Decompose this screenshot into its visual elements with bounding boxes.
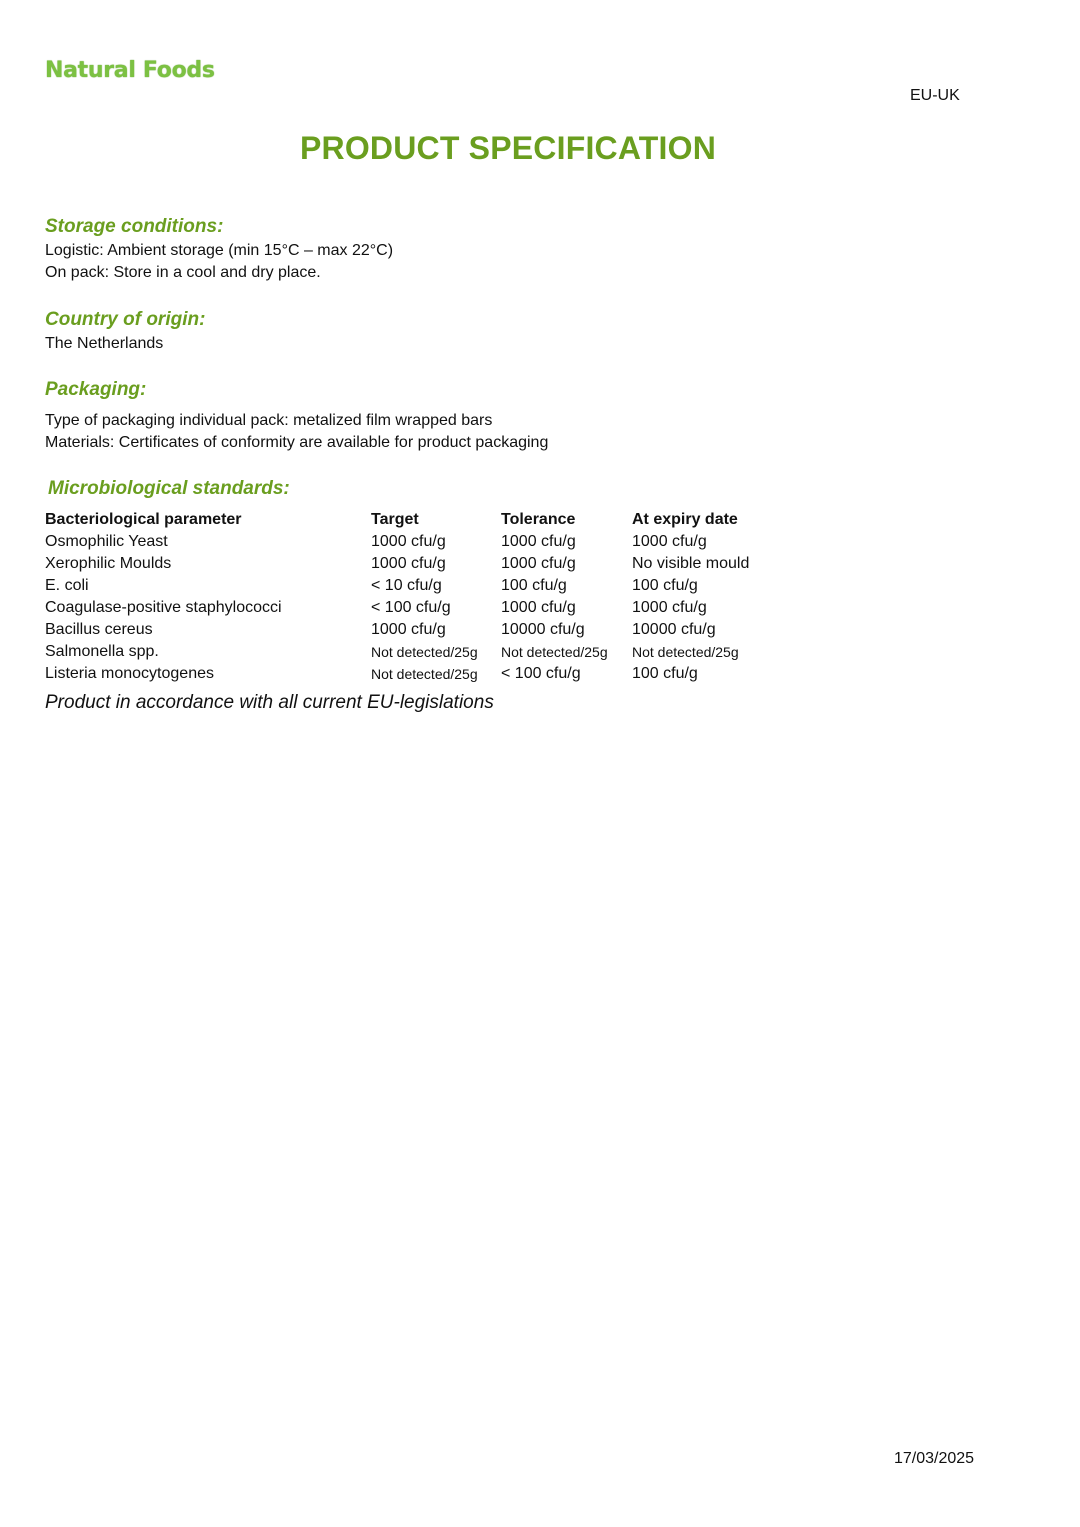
parameter-cell: Listeria monocytogenes: [45, 665, 214, 682]
tolerance-cell: < 100 cfu/g: [501, 665, 581, 682]
table-row: [45, 597, 772, 619]
expiry-cell: Not detected/25g: [632, 644, 739, 660]
tolerance-cell: 1000 cfu/g: [501, 555, 576, 572]
target-cell: < 100 cfu/g: [371, 599, 451, 616]
target-cell: 1000 cfu/g: [371, 555, 446, 572]
origin-heading: Country of origin:: [45, 309, 206, 330]
packaging-heading: Packaging:: [45, 379, 147, 400]
target-cell: 1000 cfu/g: [371, 533, 446, 550]
legislation-note: Product in accordance with all current EU-legislations: [45, 692, 494, 713]
table-row: [45, 531, 772, 553]
table-header-row: [45, 509, 772, 531]
tolerance-cell: 1000 cfu/g: [501, 533, 576, 550]
parameter-cell: Xerophilic Moulds: [45, 555, 172, 572]
region-label: EU-UK: [910, 87, 960, 104]
parameter-cell: Bacillus cereus: [45, 621, 153, 638]
storage-line-logistic: Logistic: Ambient storage (min 15°C – max 22°C): [45, 242, 394, 259]
target-cell: Not detected/25g: [371, 644, 478, 660]
expiry-cell: No visible mould: [632, 555, 750, 572]
expiry-cell: 100 cfu/g: [632, 665, 698, 682]
column-header-tolerance: Tolerance: [501, 511, 576, 528]
expiry-cell: 100 cfu/g: [632, 577, 698, 594]
parameter-cell: Osmophilic Yeast: [45, 533, 168, 550]
table-row: [45, 663, 772, 685]
document-title: PRODUCT SPECIFICATION: [299, 130, 717, 166]
column-header-parameter: Bacteriological parameter: [45, 511, 242, 528]
tolerance-cell: 100 cfu/g: [501, 577, 567, 594]
target-cell: Not detected/25g: [371, 666, 478, 682]
parameter-cell: E. coli: [45, 577, 89, 594]
expiry-cell: 1000 cfu/g: [632, 533, 707, 550]
microbiology-heading: Microbiological standards:: [48, 478, 290, 499]
target-cell: < 10 cfu/g: [371, 577, 442, 594]
expiry-cell: 1000 cfu/g: [632, 599, 707, 616]
tolerance-cell: 1000 cfu/g: [501, 599, 576, 616]
table-row: [45, 553, 772, 575]
storage-line-on-pack: On pack: Store in a cool and dry place.: [45, 264, 321, 281]
column-header-target: Target: [371, 511, 419, 528]
table-row: [45, 575, 772, 597]
origin-value: The Netherlands: [45, 335, 164, 352]
document-date: 17/03/2025: [894, 1450, 975, 1467]
storage-heading: Storage conditions:: [45, 216, 224, 237]
packaging-line-type: Type of packaging individual pack: metalized film wrapped bars: [45, 412, 493, 429]
table-row: [45, 619, 772, 641]
parameter-cell: Coagulase-positive staphylococci: [45, 599, 282, 616]
target-cell: 1000 cfu/g: [371, 621, 446, 638]
tolerance-cell: Not detected/25g: [501, 644, 608, 660]
parameter-cell: Salmonella spp.: [45, 643, 159, 660]
brand-logo: Natural Foods: [45, 58, 215, 83]
packaging-line-materials: Materials: Certificates of conformity are available for product packaging: [45, 434, 549, 451]
table-row: [45, 641, 772, 663]
column-header-expiry: At expiry date: [632, 511, 738, 528]
expiry-cell: 10000 cfu/g: [632, 621, 716, 638]
microbiology-table: [45, 509, 772, 685]
tolerance-cell: 10000 cfu/g: [501, 621, 585, 638]
